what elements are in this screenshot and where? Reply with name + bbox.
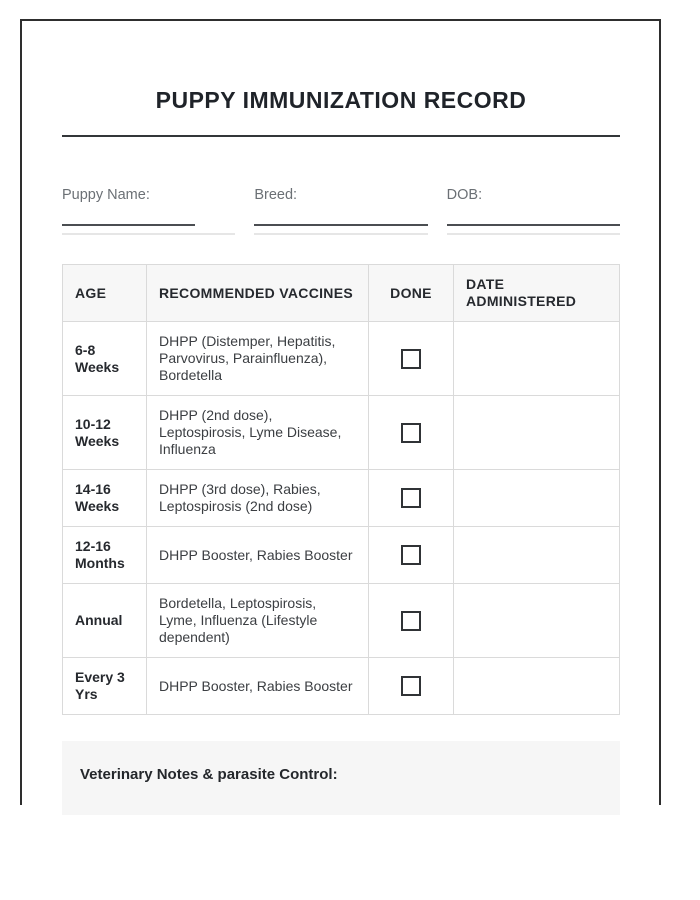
vaccines-cell: DHPP Booster, Rabies Booster — [147, 658, 369, 715]
breed-field — [254, 187, 427, 235]
puppy-name-underline — [62, 233, 235, 235]
vaccines-column-header: RECOMMENDED VACCINES — [147, 265, 369, 322]
table-header-row — [63, 265, 620, 322]
age-cell: 6-8 Weeks — [63, 322, 147, 396]
table-row — [63, 322, 620, 396]
done-column-header: DONE — [369, 265, 454, 322]
vaccines-cell: DHPP (Distemper, Hepatitis, Parvovirus, Parainfluenza), Bordetella — [147, 322, 369, 396]
owner-info-fields — [62, 187, 620, 235]
table-row — [63, 470, 620, 527]
done-checkbox[interactable] — [401, 611, 421, 631]
date-administered-cell[interactable] — [454, 322, 620, 396]
age-column-header: AGE — [63, 265, 147, 322]
age-cell: Every 3 Yrs — [63, 658, 147, 715]
vaccines-cell: DHPP (3rd dose), Rabies, Leptospirosis (2nd dose) — [147, 470, 369, 527]
date-column-header: DATE ADMINISTERED — [454, 265, 620, 322]
done-checkbox[interactable] — [401, 423, 421, 443]
date-administered-cell[interactable] — [454, 527, 620, 584]
vaccine-schedule-table — [62, 264, 620, 715]
table-row — [63, 527, 620, 584]
table-row — [63, 396, 620, 470]
dob-input-line[interactable] — [447, 224, 620, 226]
done-checkbox[interactable] — [401, 676, 421, 696]
age-cell: 12-16 Months — [63, 527, 147, 584]
date-administered-cell[interactable] — [454, 396, 620, 470]
puppy-name-field — [62, 187, 235, 235]
done-checkbox[interactable] — [401, 349, 421, 369]
title-divider — [62, 135, 620, 137]
table-row — [63, 658, 620, 715]
table-row — [63, 584, 620, 658]
dob-underline — [447, 233, 620, 235]
done-checkbox[interactable] — [401, 545, 421, 565]
age-cell: 10-12 Weeks — [63, 396, 147, 470]
vaccines-cell: DHPP Booster, Rabies Booster — [147, 527, 369, 584]
puppy-name-label: Puppy Name: — [62, 187, 150, 203]
breed-label: Breed: — [254, 187, 298, 203]
immunization-record-page — [20, 19, 661, 805]
done-checkbox[interactable] — [401, 488, 421, 508]
date-administered-cell[interactable] — [454, 470, 620, 527]
page-title: PUPPY IMMUNIZATION RECORD — [155, 87, 527, 113]
breed-underline — [254, 233, 427, 235]
age-cell: Annual — [63, 584, 147, 658]
date-administered-cell[interactable] — [454, 658, 620, 715]
vaccines-cell: Bordetella, Leptospirosis, Lyme, Influenza (Lifestyle dependent) — [147, 584, 369, 658]
veterinary-notes-section — [62, 741, 620, 815]
age-cell: 14-16 Weeks — [63, 470, 147, 527]
veterinary-notes-heading: Veterinary Notes & parasite Control: — [80, 766, 338, 783]
breed-input-line[interactable] — [254, 224, 427, 226]
dob-label: DOB: — [446, 187, 483, 203]
dob-field — [447, 187, 620, 235]
date-administered-cell[interactable] — [454, 584, 620, 658]
vaccines-cell: DHPP (2nd dose), Leptospirosis, Lyme Disease, Influenza — [147, 396, 369, 470]
puppy-name-input-line[interactable] — [62, 224, 195, 226]
